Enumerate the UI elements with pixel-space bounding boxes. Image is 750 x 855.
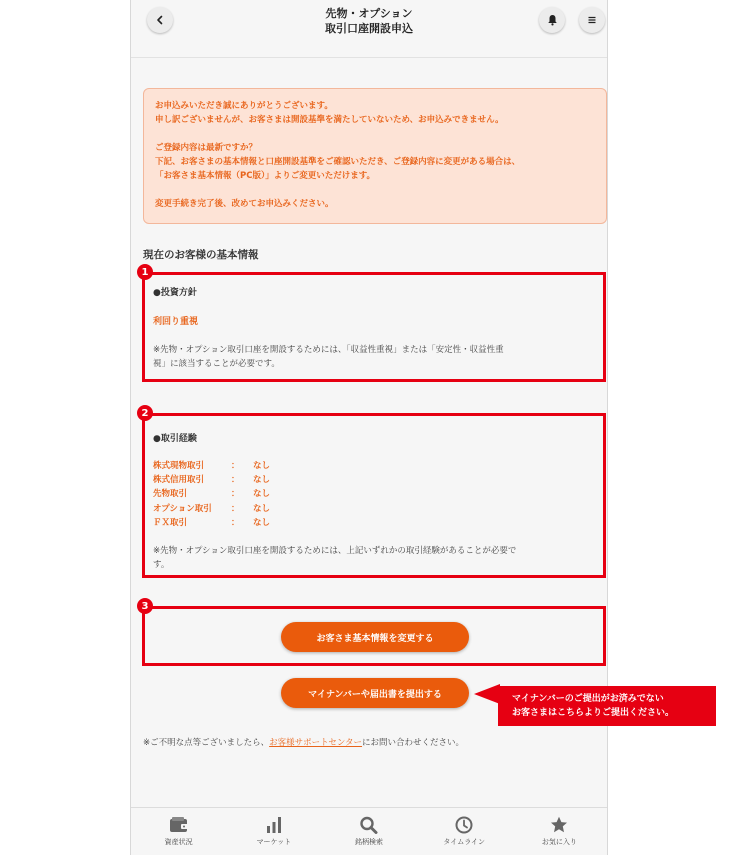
investment-policy-title: ●投資方針 <box>153 288 197 298</box>
experience-label: オプション取引 <box>153 504 212 514</box>
experience-value: なし <box>253 504 271 514</box>
annotation-badge: 1 <box>137 264 153 280</box>
annotation-badge: 3 <box>137 598 153 614</box>
experience-value: なし <box>253 475 271 485</box>
tab-label: 銘柄検索 <box>355 838 383 846</box>
callout-arrow <box>474 684 500 704</box>
notice-line: 下記、お客さまの基本情報と口座開設基準をご確認いただき、ご登録内容に変更がある場合は、 <box>155 157 521 167</box>
experience-colon: ： <box>231 504 240 514</box>
tab-label: 資産状況 <box>164 838 193 846</box>
experience-colon: ： <box>231 518 240 528</box>
experience-value: なし <box>253 489 271 499</box>
highlight-box-actions <box>142 606 606 666</box>
tab-label: マーケット <box>256 838 292 846</box>
experience-label: ＦＸ取引 <box>153 518 188 528</box>
change-basic-info-button[interactable]: お客さま基本情報を変更する <box>281 622 469 652</box>
trading-experience-title: ●取引経験 <box>153 434 197 444</box>
tab-search[interactable] <box>321 808 416 855</box>
wallet-icon <box>168 816 190 834</box>
section-title: 現在のお客様の基本情報 <box>143 249 259 261</box>
tab-label: タイムライン <box>443 838 486 846</box>
tab-label: お気に入り <box>541 838 577 846</box>
notification-button[interactable] <box>539 7 565 33</box>
note-line: す。 <box>153 560 170 570</box>
page-title-line2: 取引口座開設申込 <box>325 22 413 35</box>
bottom-tab-bar <box>131 807 607 855</box>
experience-label: 株式現物取引 <box>153 461 205 471</box>
mynumber-callout <box>498 686 716 726</box>
experience-value: なし <box>253 518 271 528</box>
experience-label: 先物取引 <box>153 489 188 499</box>
tab-market[interactable] <box>226 808 321 855</box>
app-header <box>131 0 607 58</box>
notice-line: 申し訳ございませんが、お客さまは開設基準を満たしていないため、お申込みできません。 <box>155 115 504 125</box>
page-title <box>131 6 607 36</box>
bell-icon <box>547 14 558 26</box>
menu-icon <box>587 15 597 25</box>
tab-assets[interactable] <box>131 808 226 855</box>
clock-icon <box>453 816 475 834</box>
highlight-box-investment <box>142 272 606 382</box>
search-icon <box>358 816 380 834</box>
bar-chart-icon <box>263 816 285 834</box>
callout-line: マイナンバーのご提出がお済みでない <box>512 694 664 704</box>
submit-mynumber-button[interactable]: マイナンバーや届出書を提出する <box>281 678 469 708</box>
notice-line: お申込みいただき誠にありがとうございます。 <box>155 101 333 111</box>
notice-line: 変更手続き完了後、改めてお申込みください。 <box>155 199 334 209</box>
notice-line: ご登録内容は最新ですか？ <box>155 143 258 153</box>
ineligible-notice <box>143 88 607 224</box>
highlight-box-experience <box>142 413 606 578</box>
experience-value: なし <box>253 461 271 471</box>
support-note-suffix: にお問い合わせください。 <box>362 738 465 748</box>
notice-line: 「お客さま基本情報（PC版）」よりご変更いただけます。 <box>155 171 376 181</box>
note-line: ※先物・オプション取引口座を開設するためには、「収益性重視」または「安定性・収益性重 <box>153 345 504 355</box>
annotation-badge: 2 <box>137 405 153 421</box>
experience-colon: ： <box>231 461 240 471</box>
note-line: 視」に該当することが必要です。 <box>153 359 280 369</box>
investment-policy-value: 利回り重視 <box>153 317 199 327</box>
experience-label: 株式信用取引 <box>153 475 205 485</box>
experience-colon: ： <box>231 475 240 485</box>
support-note <box>143 736 464 748</box>
support-center-link[interactable]: お客様サポートセンター <box>269 738 363 748</box>
menu-button[interactable] <box>579 7 605 33</box>
experience-colon: ： <box>231 489 240 499</box>
star-icon <box>548 816 570 834</box>
callout-line: お客さまはこちらよりご提出ください。 <box>512 708 675 718</box>
note-line: ※先物・オプション取引口座を開設するためには、上記いずれかの取引経験があることが必要で <box>153 546 517 556</box>
support-note-prefix: ※ご不明な点等ございましたら、 <box>143 738 270 748</box>
tab-timeline[interactable] <box>417 808 512 855</box>
tab-favorites[interactable] <box>512 808 607 855</box>
page-title-line1: 先物・オプション <box>325 7 413 20</box>
